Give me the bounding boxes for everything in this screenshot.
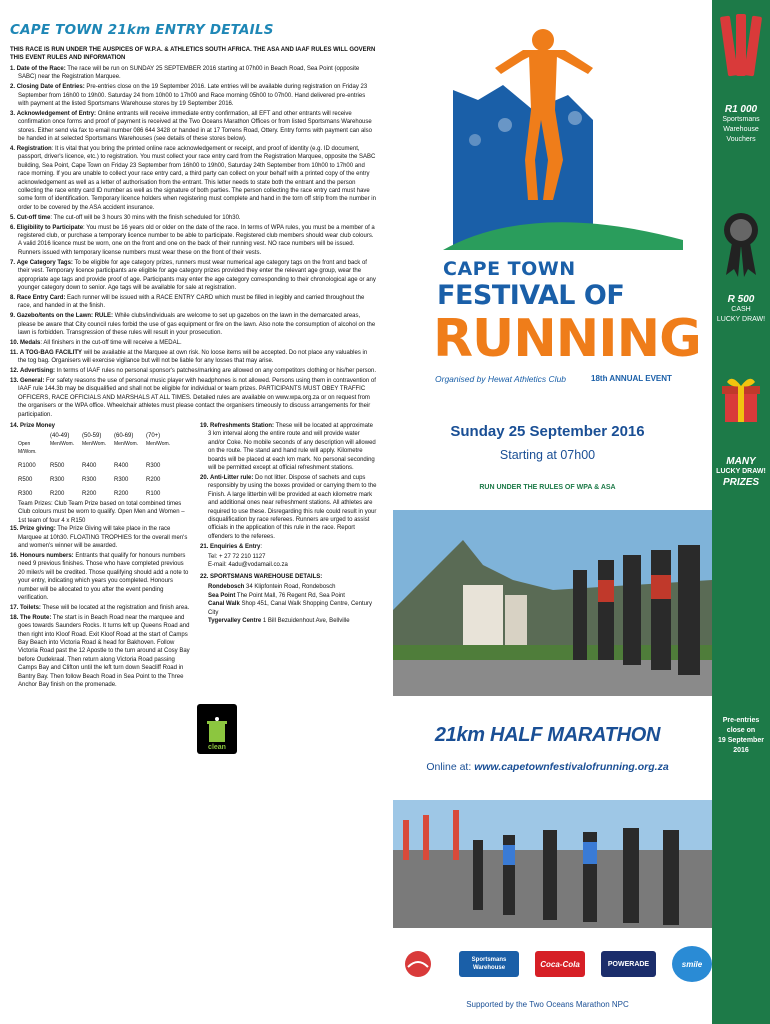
gift-icon xyxy=(712,370,770,435)
two-oceans-icon xyxy=(403,949,433,979)
photo-illustration xyxy=(393,510,712,696)
runners-photo-top xyxy=(393,510,712,696)
rosette-icon xyxy=(712,205,770,290)
rule-text: While clubs/individuals are welcome to set up gazebos on the lawn in the demarcated areas, please be aware that City council rules forbid the use of gas equipment or fire on the lawn. Also note the consumption of alcohol on the lawn is forbidden. Transgression of these rules will result in your prosecution. xyxy=(18,313,376,336)
rule-text: In terms of IAAF rules no personal sponsor's patches/marking are allowed on any competitors clothing or his/her person. xyxy=(55,368,377,375)
rule-text: The race will be run on SUNDAY 25 SEPTEMBER 2016 starting at 07h00 in Beach Road, Sea Point (opposite SABC) near the Registration Marquee. xyxy=(18,65,360,81)
rule-number: 19. xyxy=(200,423,209,430)
rules-list xyxy=(10,65,377,419)
rule-text: Do not litter. Dispose of sachets and cups responsibly by using the boxes provided or carrying them to the Finish. A large litterbin will be provided at each kilometre mark and additional ones near refreshment stations. All athletes are required to use these. Disregarding this rule could result in your disqualification by race referees. Runners are urged to assist officials in the application of this rule in the race. Report offenders to the referees. xyxy=(208,475,377,540)
rule-number: 17. xyxy=(10,604,19,611)
rule-heading: Refreshments Station: xyxy=(210,423,275,430)
rule-heading: Medals xyxy=(20,339,41,346)
rule-item xyxy=(200,543,377,551)
rule-item xyxy=(10,65,377,82)
rule-item xyxy=(10,377,377,419)
rule-number: 10. xyxy=(10,339,19,346)
rule-heading: Honours numbers: xyxy=(20,552,74,559)
store-address: The Point Mall, 76 Regent Rd, Sea Point xyxy=(235,592,345,599)
rule-item xyxy=(10,214,377,222)
prizes-sidebar xyxy=(712,0,770,1024)
rule-item xyxy=(10,525,190,550)
store-item xyxy=(200,592,377,600)
rule-item xyxy=(10,614,190,690)
rule-heading: Registration xyxy=(16,145,52,152)
online-entry: Online at: www.capetownfestivalofrunning.org.za xyxy=(426,761,669,773)
prize-sub-row: Open M/Wom. Men/Wom. Men/Wom. Men/Wom. Men/Wom. xyxy=(18,440,171,455)
prize-row-2: R500 R300 R300 R300 R200 xyxy=(18,476,161,483)
store-name: Canal Walk xyxy=(208,601,240,608)
rule-heading: Prize giving: xyxy=(20,526,56,533)
rule-item xyxy=(10,110,377,144)
rule-item xyxy=(10,604,190,612)
rule-heading: Advertising: xyxy=(20,368,56,375)
website-link[interactable]: www.capetownfestivalofrunning.org.za xyxy=(474,761,669,773)
store-address: 1 Bill Bezuidenhout Ave, Bellville xyxy=(261,618,350,624)
runner-logo-graphic xyxy=(383,0,712,260)
rule-item xyxy=(10,259,377,293)
litter-logo xyxy=(197,704,237,754)
rule-text: : xyxy=(260,543,263,550)
rules-note: RUN UNDER THE RULES OF WPA & ASA xyxy=(479,484,616,491)
rule-number: 6. xyxy=(10,224,16,231)
rule-text: Each runner will be issued with a RACE ENTRY CARD which must be filled in legibly and carried throughout the race, and handed in at the finish. xyxy=(18,294,365,310)
enquiries-tel: Tel: + 27 72 210 1127 xyxy=(208,553,266,560)
prize-money-table xyxy=(18,432,190,498)
rule-item xyxy=(10,552,190,602)
rule-heading: Acknowledgement of Entry: xyxy=(16,110,97,117)
festival-logo xyxy=(383,0,712,400)
runners-photo-bottom xyxy=(393,800,712,928)
rule-item xyxy=(10,367,377,375)
rule-heading: Date of the Race: xyxy=(16,65,66,72)
half-marathon-title: 21km HALF MARATHON xyxy=(434,724,661,746)
prize-cash: R 500 CASH LUCKY DRAW! xyxy=(716,294,766,323)
prize-cat-row: (40-49) (50-59) (60-69) (70+) xyxy=(50,432,161,439)
rule-text: The start is in Beach Road near the marquee and goes towards Saunders Rocks. It turns left up Queens Road and then right into Kloof Road. Exit Kloof Road at the start of Camps Bay Beach into Victoria Road & head for Bakhoven. Follow Victoria Road past the 12 Apostle to the turn around at Cosy Bay before Oudekraal. Then return along Victoria Road passing Camps Bay and Clifton until the left turn down Seacliff Road in Bantry Bay. Then follow Beach Road in Sea Point to the Three Anchor Bay finish on the promenade. xyxy=(18,614,190,688)
rule-number: 2. xyxy=(10,84,16,91)
rule-number: 16. xyxy=(10,552,19,559)
rule-number: 7. xyxy=(10,259,16,266)
rule-text: These will be located at the registration and finish area. xyxy=(40,604,190,611)
rule-number: 15. xyxy=(10,526,19,533)
rule-number: 3. xyxy=(10,110,16,117)
fest-line-2: FESTIVAL OF xyxy=(437,280,625,311)
rule-number: 8. xyxy=(10,294,16,301)
fest-line-1: CAPE TOWN xyxy=(443,258,576,280)
store-item xyxy=(200,583,377,591)
rule-heading: The Route: xyxy=(20,614,52,621)
store-address: 34 Klipfontein Road, Rondebosch xyxy=(244,584,336,591)
team-prizes-text: Team Prizes: Club Team Prize based on total combined times Club colours must be worn to qualify. Open Men and Women – 1st team of four 4 x R150 xyxy=(18,500,185,524)
store-name: Rondebosch xyxy=(208,584,245,591)
intro-text: THIS RACE IS RUN UNDER THE AUSPICES OF W.P.A. & ATHLETICS SOUTH AFRICA. THE ASA AND IAAF RULES WILL GOVERN THIS EVENT RULES AND INFORMATION xyxy=(10,47,376,62)
rule-item xyxy=(10,145,377,212)
rule-number: 9. xyxy=(10,313,16,320)
entry-details-panel xyxy=(0,0,383,1024)
rule-number: 18. xyxy=(10,614,19,621)
rule-item xyxy=(200,474,377,541)
rules-list-left xyxy=(10,525,190,689)
rule-text: : All finishers in the cut-off time will receive a MEDAL. xyxy=(40,339,182,346)
two-oceans-logo xyxy=(393,942,443,986)
store-name: Sea Point xyxy=(208,592,236,599)
rule-text: These will be located at approximate 3 km interval along the entire route and will provide water and/or Coke. No mobile seconds of any description will allowed on the route. The stand and hand rule will apply. Kilometre boards will be placed at each km mark. No personal seconding will be permitted except at official refreshment stations. xyxy=(208,423,376,472)
rule-heading: Toilets: xyxy=(20,604,41,611)
rule-text: Entrants that qualify for honours numbers need 9 previous finishes. Those who have completed previous 20 miler/s will be credited. Those qualifying should add a note to your entry, indicating which years you completed. Honours number will be allocated to you after the event pending verification. xyxy=(18,552,189,601)
rule-item xyxy=(10,349,377,366)
smile-logo: smile xyxy=(672,946,712,982)
rule-item xyxy=(10,312,377,337)
rule-text: For safety reasons the use of personal music player with headphones is not allowed. Persons using them in contravention of IAAF rule 144.3b may be disqualified and shall not be eligible for individual or team prizes. PARTICIPANTS MUST OBEY TRAFFIC OFFICERS, RACE OFFICIALS AND MARSHALS AT ALL TIMES. Detailed rules are available on www.wpa.org.za or on request from the organisers or the WPA office. Wheelchair athletes must please contact the organisers timeously to discuss arrangements for their participation. xyxy=(18,378,376,418)
rule-heading: A TOG-BAG FACILITY xyxy=(19,349,83,356)
rule-heading: Race Entry Card: xyxy=(16,294,66,301)
supported-by: Supported by the Two Oceans Marathon NPC xyxy=(466,1000,629,1009)
rule-text: : You must be 16 years old or older on the date of the race. In terms of WPA rules, you must be a member of a registered club, or purchase a temporary licence number to be able to participate. Registered club members should wear club colours. A valid 2016 licence must be worn, one on the front and one on the back of their running vest. NO race numbers will be issued. Runners issued with temporary license numbers must wear these on the front of their vests. xyxy=(18,224,375,256)
store-item xyxy=(200,617,377,625)
rule-text: Online entrants will receive immediate entry confirmation, all EFT and other entrants will receive confirmation once forms and proof of payment is received at the Two Oceans Marathon Offices or from listed Sportsmans Warehouse stores. Either send via fax to email number 086 644 3428 or handed in at 17 Torrens Road, Ottery. Entry forms with payment can also be handed in at selected Sportsmans Warehouses (see details of these stores below). xyxy=(18,110,372,143)
rule-number: 4. xyxy=(10,145,16,152)
rule-heading: Eligibility to Participate xyxy=(16,224,84,231)
prize-row-3: R300 R200 R200 R200 R100 xyxy=(18,490,161,497)
sportsmans-logo: Sportsmans Warehouse xyxy=(459,951,519,977)
litter-logo-text: clean xyxy=(208,744,226,751)
enquiries-email: E-mail: 4adu@vodamail.co.za xyxy=(208,562,288,569)
rule-number: 1. xyxy=(10,65,16,72)
rule-number: 20. xyxy=(200,475,209,481)
organiser: Organised by Hewat Athletics Club xyxy=(435,374,567,384)
rule-number: 11. xyxy=(10,349,19,356)
ticket-icon xyxy=(712,8,770,83)
rule-text: : The cut-off will be 3 hours 30 mins with the finish scheduled for 10h30. xyxy=(50,214,241,221)
bin-icon xyxy=(204,716,230,744)
prize-row-1: R1000 R500 R400 R400 R300 xyxy=(18,462,161,469)
voucher-tickets xyxy=(712,8,770,83)
entry-details-title: CAPE TOWN 21km ENTRY DETAILS xyxy=(10,22,274,38)
rule-text: : It is vital that you bring the printed online race acknowledgement or receipt, and proof of identity (e.g. ID document, passport, driver's licence, etc.) to registration. You must collect your race entry card from the Registration Marquee, opposite the SABC building, Sea Point, Cape Town on Friday 23 September from 16h00 to 19h00, Saturday 24th September from 10h00 to 17h00 and race morning. If you are unable to collect your race entry card, a third party can collect on your behalf with a printed copy of the entry acknowledgement as well as a letter of authorisation from the entrant. This letter needs to state both the entrant and the person collecting the race entry card ID number as well as the signature of both parties. The person collecting the race entry card must have some form of identification. Temporary licence holders when registering must complete and hand in the torn off strip from the number in order to be covered by the ASA accident insurance. xyxy=(18,145,376,211)
store-name: Tygervalley Centre xyxy=(208,618,262,624)
rules-column-right xyxy=(196,422,377,691)
rule-heading: Cut-off time xyxy=(16,214,51,221)
prize-money-heading: 14. Prize Money xyxy=(10,423,56,430)
event-date: Sunday 25 September 2016 xyxy=(450,423,645,440)
rule-heading: Age Category Tags: xyxy=(16,259,73,266)
annual-event: 18th ANNUAL EVENT xyxy=(591,374,672,383)
rule-number: 13. xyxy=(10,378,19,385)
rule-number: 12. xyxy=(10,368,19,375)
sponsor-logos xyxy=(393,938,712,990)
photo-illustration-2 xyxy=(393,800,712,928)
rule-item xyxy=(10,339,377,347)
prize-many: MANY LUCKY DRAW! PRIZES xyxy=(716,456,766,488)
pre-entries-note: Pre-entries close on 19 September 2016 xyxy=(718,717,764,754)
rules-list-right xyxy=(200,422,377,551)
rule-text: will be available at the Marquee at own risk. No loose items will be accepted. Do not place any valuables in the tog bag. Organisers will exercise vigilance but will not be liable for any losses that may arise. xyxy=(18,349,368,365)
start-time: Starting at 07h00 xyxy=(499,448,596,462)
rule-item xyxy=(10,83,377,108)
sportsmans-heading: 22. SPORTSMANS WAREHOUSE DETAILS: xyxy=(200,574,323,581)
store-list xyxy=(200,583,377,625)
two-column-rules xyxy=(10,422,377,691)
rules-column-left xyxy=(10,422,196,691)
coca-cola-logo: Coca-Cola xyxy=(535,951,585,977)
rule-heading: Closing Date of Entries: xyxy=(16,84,85,91)
rule-heading: Gazebo/tents on the Lawn: RULE: xyxy=(16,313,114,320)
rule-number: 21. xyxy=(200,543,209,550)
store-address: Shop 451, Canal Walk Shopping Centre, Century City xyxy=(208,601,372,616)
rule-heading: Anti-Litter rule: xyxy=(210,475,254,481)
prize-voucher: R1 000 Sportsmans Warehouse Vouchers xyxy=(722,104,760,143)
fest-line-3: RUNNING xyxy=(433,309,701,369)
rule-heading: Enquiries & Entry xyxy=(210,543,261,550)
rule-text: Pre-entries close on the 19 September 2016. Late entries will be available during registration on Friday 23 September from 16h00 to 19h00. Saturday 24 from 10h00 to 17h00 and Race morning 05h00 to 07h00. Hand delivered pre-entries with payment at the listed Sportsmans Warehouse stores by 19 September 2016. xyxy=(18,84,368,107)
store-item xyxy=(200,600,377,617)
rule-item xyxy=(10,224,377,258)
rule-item xyxy=(200,422,377,472)
rule-text: The Prize Giving will take place in the race Marquee at 10h30. FLOATING TROPHIES for the overall men's and women's winner will be awarded. xyxy=(18,526,188,549)
poster-panel xyxy=(383,0,770,1024)
rule-text: To be eligible for age category prizes, runners must wear numerical age category tags on the front and back of their vest. Temporary licence participants are eligible for age category prizes provided they enter the relevant age group, wear the appropriate age tags and provide proof of age. Participants may enter the age category corresponding to their chronological age or any younger category down to senior. Age tags will be available for sale at registration. xyxy=(18,259,376,291)
rule-item xyxy=(10,294,377,311)
rule-number: 5. xyxy=(10,214,16,221)
rule-heading: General: xyxy=(20,378,45,385)
powerade-logo: POWERADE xyxy=(601,951,656,977)
